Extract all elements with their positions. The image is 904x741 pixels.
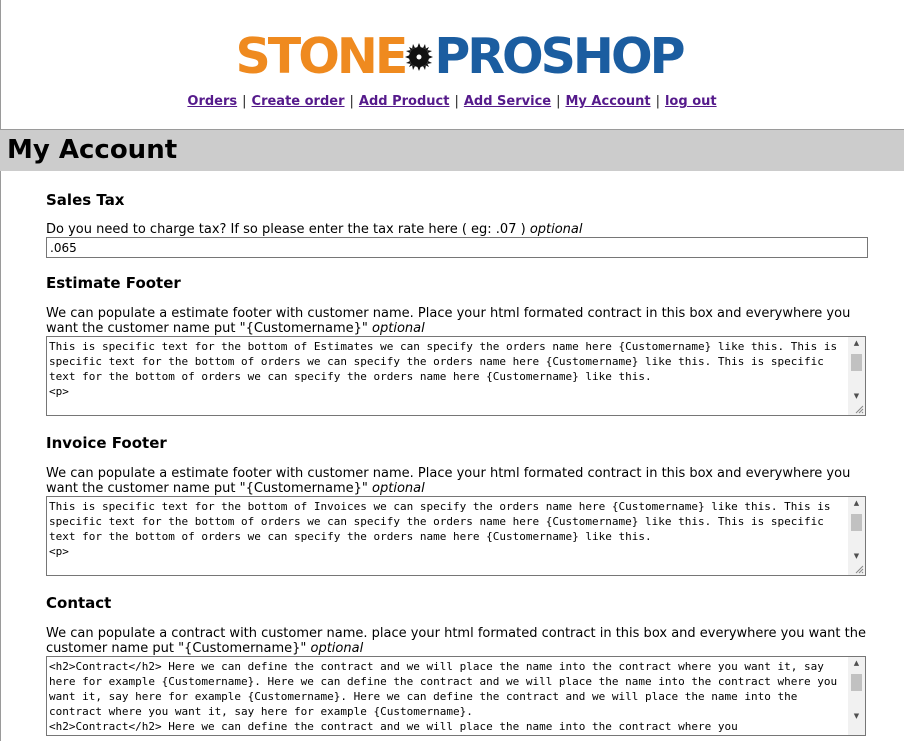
nav-link-create-order[interactable]: Create order: [251, 94, 345, 109]
sales-tax-section: [46, 186, 868, 258]
scroll-down-arrow-icon[interactable]: ▼: [853, 552, 860, 560]
stone-proshop-logo: [0, 28, 904, 86]
sales-tax-description: [46, 222, 868, 237]
optional-label: optional: [372, 481, 425, 496]
nav-separator: |: [454, 94, 459, 109]
nav-link-add-service[interactable]: Add Service: [463, 94, 552, 109]
scroll-down-arrow-icon[interactable]: ▼: [853, 712, 860, 720]
nav-link-add-product[interactable]: Add Product: [358, 94, 450, 109]
estimate-footer-section: [46, 269, 868, 416]
estimate-footer-textarea[interactable]: [46, 336, 866, 416]
page-title-bar: [0, 129, 904, 171]
estimate-footer-heading: Estimate Footer: [46, 274, 181, 292]
nav-separator: |: [242, 94, 247, 109]
main-navigation: [0, 94, 904, 109]
page-title: My Account: [7, 135, 178, 165]
scrollbar-thumb[interactable]: [851, 354, 862, 371]
invoice-footer-description: [46, 466, 868, 496]
nav-link-orders[interactable]: Orders: [187, 94, 238, 109]
sales-tax-heading: Sales Tax: [46, 191, 125, 209]
nav-separator: |: [556, 94, 561, 109]
logo-text-stone: STONE: [235, 28, 406, 85]
sales-tax-description-text: Do you need to charge tax? If so please enter the tax rate here ( eg: .07 ): [46, 222, 530, 237]
scrollbar-thumb[interactable]: [851, 514, 862, 531]
scroll-up-arrow-icon[interactable]: ▲: [853, 499, 860, 507]
scroll-up-arrow-icon[interactable]: ▲: [853, 659, 860, 667]
estimate-footer-description-text: We can populate a estimate footer with customer name. Place your html formated contract in this box and everywhere you want the customer name put "{Customername}": [46, 306, 851, 336]
contact-section: [46, 589, 868, 736]
estimate-footer-description: [46, 306, 868, 336]
invoice-footer-text[interactable]: This is specific text for the bottom of Invoices we can specify the orders name here {Customername} like this. This is specific text for the bottom of orders we can specify the orders name here {Customername} like this. This is specific text for the bottom of orders we can specify the orders name here {Customername} like this. <p>: [49, 500, 831, 558]
saw-blade-icon: [405, 43, 433, 71]
account-settings-form: [46, 186, 868, 736]
invoice-footer-section: [46, 429, 868, 576]
contact-text[interactable]: <h2>Contract</h2> Here we can define the contract and we will place the name into the contract where you want it, say here for example {Customername}. Here we can define the contract and we will place the name into the contract where you want it, say here for example {Customername}. Here we can define the contract and we will place the name into the contract where you want it, say here for example {Customername}. <h2>Contract</h2> Here we can define the contract and we will place the name into the contract where you: [49, 660, 838, 733]
scrollbar-thumb[interactable]: [851, 674, 862, 691]
nav-link-my-account[interactable]: My Account: [565, 94, 651, 109]
logo-text-proshop: PROSHOP: [434, 28, 683, 85]
nav-link-log-out[interactable]: log out: [664, 94, 717, 109]
invoice-footer-description-text: We can populate a estimate footer with customer name. Place your html formated contract in this box and everywhere you want the customer name put "{Customername}": [46, 466, 851, 496]
nav-separator: |: [349, 94, 354, 109]
contact-heading: Contact: [46, 594, 112, 612]
contact-description: [46, 626, 868, 656]
scroll-up-arrow-icon[interactable]: ▲: [853, 339, 860, 347]
sales-tax-input[interactable]: [46, 237, 868, 258]
invoice-footer-heading: Invoice Footer: [46, 434, 167, 452]
resize-handle-icon[interactable]: [854, 404, 864, 414]
contact-description-text: We can populate a contract with customer name. place your html formated contract in this box and everywhere you want the customer name put "{Customername}": [46, 626, 866, 656]
window-edge: [0, 0, 1, 741]
optional-label: optional: [372, 321, 425, 336]
textarea-scrollbar[interactable]: [848, 657, 865, 735]
optional-label: optional: [529, 222, 583, 237]
nav-separator: |: [655, 94, 660, 109]
estimate-footer-text[interactable]: This is specific text for the bottom of Estimates we can specify the orders name here {Customername} like this. This is specific text for the bottom of orders we can specify the orders name here {Customername} like this. This is specific text for the bottom of orders we can specify the orders name here {Customername} like this. <p>: [49, 340, 838, 398]
optional-label: optional: [310, 641, 364, 656]
invoice-footer-textarea[interactable]: [46, 496, 866, 576]
resize-handle-icon[interactable]: [854, 564, 864, 574]
contact-textarea[interactable]: [46, 656, 866, 736]
scroll-down-arrow-icon[interactable]: ▼: [853, 392, 860, 400]
